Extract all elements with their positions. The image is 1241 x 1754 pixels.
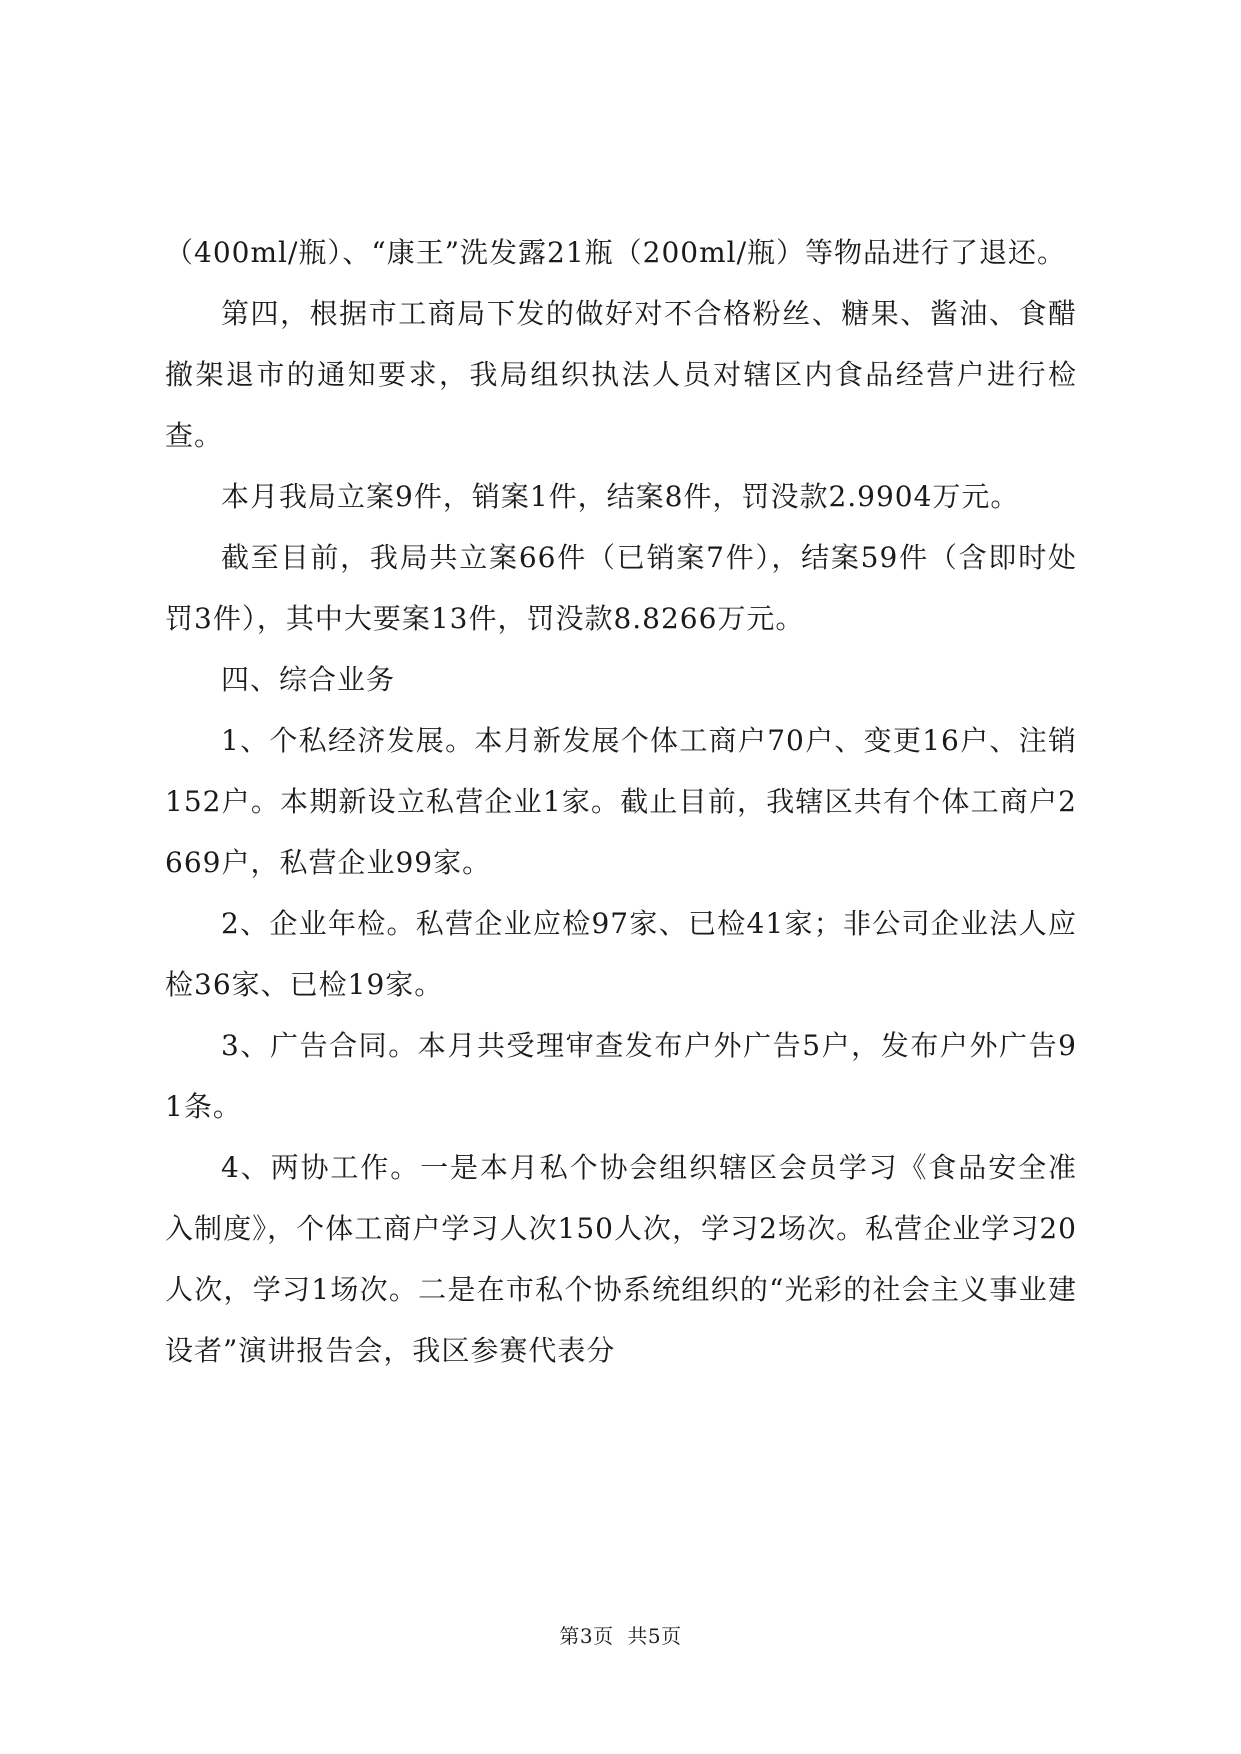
page-number: 第3页 xyxy=(559,1624,614,1648)
page-total: 共5页 xyxy=(627,1624,682,1648)
paragraph-cumulative-cases: 截至目前，我局共立案66件（已销案7件），结案59件（含即时处罚3件），其中大要案13件，罚没款8.8266万元。 xyxy=(165,541,1077,635)
page-footer xyxy=(0,1620,1241,1649)
paragraph-fourth-inspection: 第四，根据市工商局下发的做好对不合格粉丝、糖果、酱油、食醋撤架退市的通知要求，我局组织执法人员对辖区内食品经营户进行检查。 xyxy=(165,297,1077,452)
paragraph-monthly-cases: 本月我局立案9件，销案1件，结案8件，罚没款2.9904万元。 xyxy=(221,480,1020,513)
paragraph-annual-inspection: 2、企业年检。私营企业应检97家、已检41家；非公司企业法人应检36家、已检19家。 xyxy=(165,907,1077,1001)
paragraph-private-economy: 1、个私经济发展。本月新发展个体工商户70户、变更16户、注销152户。本期新设立私营企业1家。截止目前，我辖区共有个体工商户2669户，私营企业99家。 xyxy=(165,724,1077,879)
paragraph-associations-work: 4、两协工作。一是本月私个协会组织辖区会员学习《食品安全准入制度》，个体工商户学习人次150人次，学习2场次。私营企业学习20人次，学习1场次。二是在市私个协系统组织的“光彩的社会主义事业建设者”演讲报告会，我区参赛代表分 xyxy=(165,1151,1077,1367)
paragraph-advertising-contracts: 3、广告合同。本月共受理审查发布户外广告5户，发布户外广告91条。 xyxy=(165,1029,1077,1123)
section-heading-comprehensive-business: 四、综合业务 xyxy=(221,663,396,696)
document-body xyxy=(165,222,1077,1381)
paragraph-continuation: （400ml/瓶）、“康王”洗发露21瓶（200ml/瓶）等物品进行了退还。 xyxy=(165,236,1067,269)
